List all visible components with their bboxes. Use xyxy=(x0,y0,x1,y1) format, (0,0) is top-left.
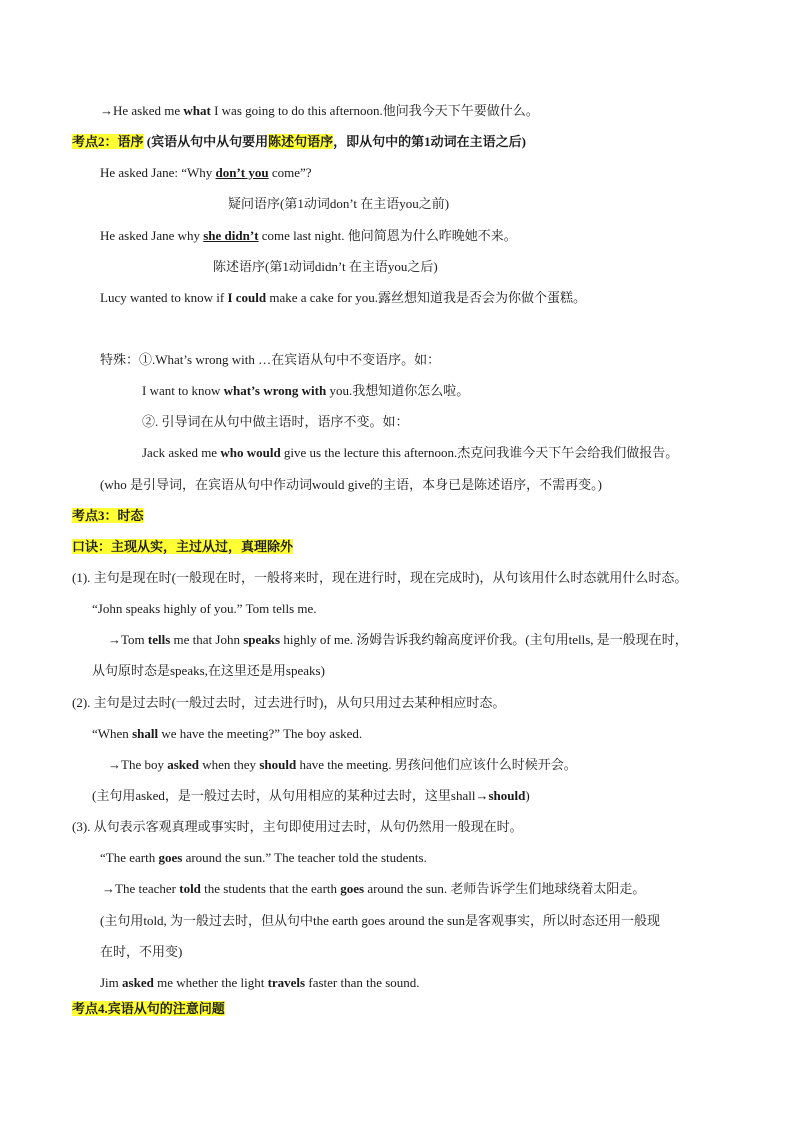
text-segment: Jack asked me xyxy=(142,445,221,460)
text-line xyxy=(100,102,539,120)
text-segment: asked xyxy=(167,757,200,772)
text-line xyxy=(72,694,505,712)
highlighted-text: 考点3：时态 xyxy=(72,508,144,523)
text-segment: I could xyxy=(227,290,267,305)
text-segment: ，即从句中的第1动词在主语之后) xyxy=(333,134,526,149)
text-line xyxy=(72,1000,225,1018)
text-segment: around the sun.” The teacher told the students. xyxy=(182,850,427,865)
text-segment: He asked Jane why xyxy=(100,228,204,243)
text-segment: faster than the sound. xyxy=(305,975,420,990)
text-line xyxy=(228,195,449,213)
text-segment: told xyxy=(179,881,201,896)
text-segment: (1). 主句是现在时(一般现在时，一般将来时，现在进行时，现在完成时)，从句该用什么时态就用什么时态。 xyxy=(72,570,688,585)
text-segment: “John speaks highly of you.” Tom tells me. xyxy=(92,601,317,616)
text-segment: 特殊：①.What’s wrong with …在宾语从句中不变语序。如： xyxy=(100,352,441,367)
text-segment: should xyxy=(259,757,297,772)
text-segment: the students that the earth xyxy=(200,881,341,896)
text-segment: Lucy wanted to know if xyxy=(100,290,228,305)
text-line xyxy=(72,507,144,525)
text-segment: should xyxy=(488,788,526,803)
text-segment: →The boy xyxy=(108,757,168,772)
text-segment: (3). 从句表示客观真理或事实时，主句即使用过去时，从句仍然用一般现在时。 xyxy=(72,819,523,834)
text-line xyxy=(142,444,678,462)
text-segment: 在时，不用变) xyxy=(100,944,183,959)
text-segment: (主句用told, 为一般过去时，但从句中the earth goes around the sun是客观事实，所以时态还用一般现 xyxy=(100,913,661,928)
text-segment: have the meeting. 男孩问他们应该什么时候开会。 xyxy=(296,757,577,772)
text-segment: what’s wrong with xyxy=(223,383,327,398)
text-segment: ②. 引导词在从句中做主语时，语序不变。如： xyxy=(142,414,409,429)
text-line xyxy=(100,476,602,494)
text-segment: come”? xyxy=(268,165,312,180)
highlighted-text: 口诀：主现从实，主过从过，真理除外 xyxy=(72,539,294,554)
text-segment: (who 是引导词，在宾语从句中作动词would give的主语，本身已是陈述语序，不需再变。) xyxy=(100,477,602,492)
text-segment: 从句原时态是speaks,在这里还是用speaks) xyxy=(92,663,325,678)
text-line xyxy=(92,725,362,743)
text-segment: you.我想知道你怎么啦。 xyxy=(326,383,470,398)
text-segment: travels xyxy=(267,975,306,990)
text-line xyxy=(100,849,427,867)
text-segment: 陈述语序(第1动词didn’t 在主语you之后) xyxy=(213,259,438,274)
text-line xyxy=(72,818,523,836)
text-line xyxy=(108,756,577,774)
text-segment: come last night. 他问简恩为什么昨晚她不来。 xyxy=(258,228,517,243)
text-line xyxy=(92,787,530,805)
text-segment: give us the lecture this afternoon.杰克问我谁今天下午会给我们做报告。 xyxy=(280,445,679,460)
text-segment: ) xyxy=(525,788,530,803)
text-segment: →He asked me xyxy=(100,103,184,118)
text-line xyxy=(213,258,438,276)
text-line xyxy=(100,912,660,930)
text-segment: asked xyxy=(122,975,154,990)
text-segment: He asked Jane: “Why xyxy=(100,165,216,180)
text-line xyxy=(100,974,420,992)
text-line xyxy=(108,631,688,649)
text-line xyxy=(100,351,440,369)
text-line xyxy=(100,227,517,245)
text-segment: shall xyxy=(132,726,159,741)
text-segment: (主句用asked，是一般过去时，从句用相应的某种过去时，这里shall→ xyxy=(92,788,489,803)
text-segment: 疑问语序(第1动词don’t 在主语you之前) xyxy=(228,196,450,211)
text-line xyxy=(92,662,325,680)
text-segment: Jim xyxy=(100,975,123,990)
text-line xyxy=(72,538,293,556)
text-segment: she didn’t xyxy=(203,228,259,243)
text-segment: →Tom xyxy=(108,632,148,647)
text-line xyxy=(92,600,317,618)
text-segment: goes xyxy=(340,881,365,896)
highlighted-text: 考点4.宾语从句的注意问题 xyxy=(72,1001,225,1016)
text-segment: we have the meeting?” The boy asked. xyxy=(158,726,363,741)
text-segment: I want to know xyxy=(142,383,224,398)
text-segment: goes xyxy=(158,850,183,865)
text-line xyxy=(100,943,182,961)
text-segment: who would xyxy=(220,445,281,460)
text-segment: “The earth xyxy=(100,850,159,865)
text-segment: (宾语从句中从句要用 xyxy=(143,134,269,149)
text-segment: →The teacher xyxy=(102,881,180,896)
text-line xyxy=(100,289,586,307)
text-segment: (2). 主句是过去时(一般过去时，过去进行时)，从句只用过去某种相应时态。 xyxy=(72,695,506,710)
text-line xyxy=(142,413,409,431)
text-segment: don’t you xyxy=(215,165,269,180)
text-line xyxy=(72,569,687,587)
text-segment: “When xyxy=(92,726,133,741)
text-segment: me whether the light xyxy=(153,975,268,990)
text-segment: me that John xyxy=(170,632,244,647)
text-line xyxy=(72,133,526,151)
text-segment: highly of me. 汤姆告诉我约翰高度评价我。(主句用tells, 是一般现在时， xyxy=(280,632,688,647)
text-segment: around the sun. 老师告诉学生们地球绕着太阳走。 xyxy=(364,881,646,896)
text-line xyxy=(102,880,645,898)
text-segment: speaks xyxy=(243,632,281,647)
highlighted-text: 考点2：语序 xyxy=(72,134,144,149)
text-line xyxy=(100,164,312,182)
text-segment: I was going to do this afternoon.他问我今天下午要做什么。 xyxy=(210,103,539,118)
text-segment: what xyxy=(183,103,211,118)
text-segment: when they xyxy=(199,757,260,772)
text-line xyxy=(142,382,469,400)
text-segment: make a cake for you.露丝想知道我是否会为你做个蛋糕。 xyxy=(266,290,586,305)
text-segment: tells xyxy=(147,632,171,647)
highlighted-text: 陈述句语序 xyxy=(268,134,334,149)
